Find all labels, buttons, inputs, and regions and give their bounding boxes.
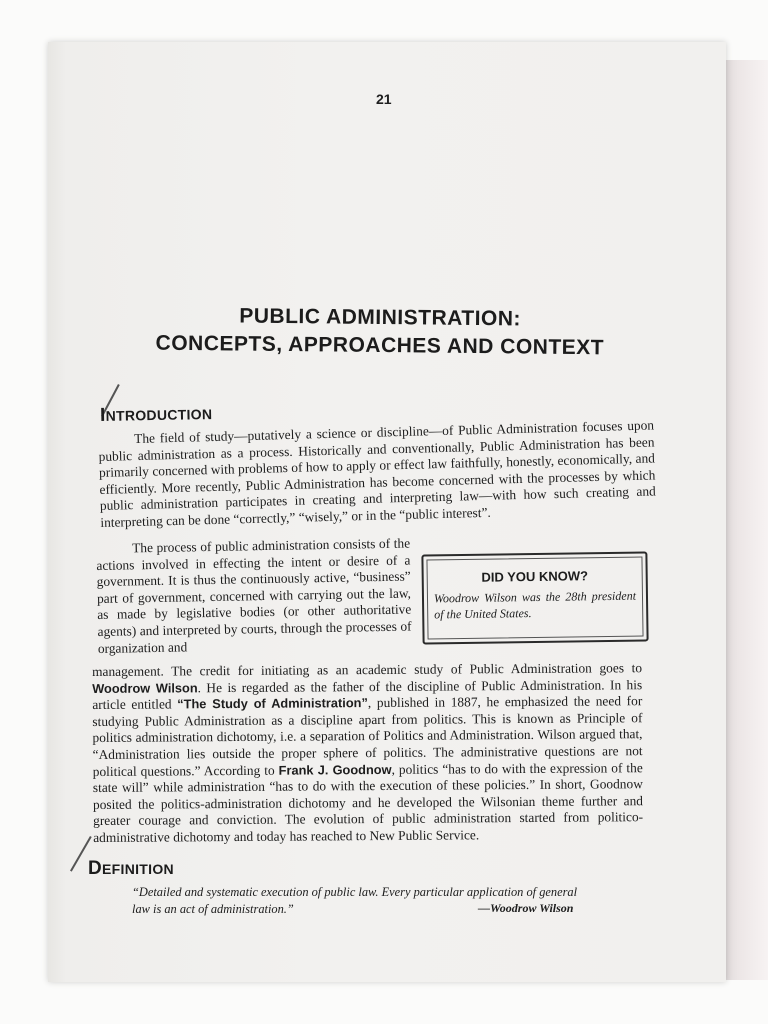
definition-quote: “Detailed and systematic execution of public law. Every particular application of general law is an act of administration.” bbox=[132, 885, 578, 916]
paragraph-2-text-c: , published in 1887, he emphasized the need for studying Public Administration as a discipline apart from politics. This is known as Principle of politics administration dichotomy, i.e. a separation of Politics and Administration. Wilson argued that, “Administration lies outside the proper sphere of politics. The administrative questions are not political questions.” According to bbox=[92, 693, 643, 779]
introduction-paragraph-2-start bbox=[96, 536, 412, 658]
introduction-paragraph-2-continued bbox=[92, 660, 643, 846]
woodrow-wilson-name: Woodrow Wilson bbox=[92, 679, 198, 696]
article-title: “The Study of Administration” bbox=[177, 695, 368, 712]
definition-heading bbox=[88, 858, 174, 880]
paragraph-1-text: The field of study—putatively a science or discipline—of Public Administration focuses upon public administration as a process. Historically and conventionally, Public Administration has been primarily concerned with problems of how to apply or effect law faithfully, honestly, economically, and efficiently. More recently, Public Administration has become concerned with the processes by which public administration participates in creating and interpreting law—with how such creating and interpreting can be done “correctly,” “wisely,” or in the “public interest”. bbox=[98, 417, 656, 530]
definition-heading-initial: D bbox=[88, 858, 103, 879]
chapter-title-line2: CONCEPTS, APPROACHES AND CONTEXT bbox=[155, 331, 605, 360]
definition-heading-rest: EFINITION bbox=[102, 861, 174, 877]
paragraph-2-text-d: , politics “has to do with the expression of the state will” while administration “has to do with the execution of these policies.” In short, Goodnow posited the politics-administration dichotomy and he developed the Wilsonian theme further and greater courage and conviction. The evolution of public administration started from politico-administrative dichotomy and today has reached to New Public Service. bbox=[92, 759, 644, 845]
introduction-heading-rest: NTRODUCTION bbox=[105, 406, 213, 424]
page-number: 21 bbox=[376, 91, 392, 107]
chapter-title bbox=[100, 303, 661, 361]
introduction-heading-initial: I bbox=[99, 404, 106, 426]
definition-quote-author: —Woodrow Wilson bbox=[478, 901, 574, 915]
paragraph-2-side-text: The process of public administration consists of the actions involved in effecting the intent or desire of a government. It is thus the continuously active, “business” part of government, concerned with carrying out the law, as made by legislative bodies (or other authoritative agents) and interpreted by courts, through the processes of organization and bbox=[96, 535, 412, 656]
introduction-paragraph-1 bbox=[98, 417, 656, 531]
did-you-know-title: DID YOU KNOW? bbox=[481, 568, 589, 585]
introduction-heading bbox=[100, 403, 213, 427]
did-you-know-box bbox=[421, 551, 648, 644]
paragraph-2-text-b: . He is regarded as the father of the discipline of Public Administration. In his article entitled bbox=[92, 676, 643, 713]
did-you-know-text: Woodrow Wilson was the 28th president of the United States. bbox=[433, 588, 637, 622]
paragraph-2-text-a: management. The credit for initiating as an academic study of Public Administration goes to bbox=[92, 660, 643, 679]
chapter-title-line1: PUBLIC ADMINISTRATION: bbox=[239, 304, 522, 331]
goodnow-name: Frank J. Goodnow bbox=[278, 761, 392, 778]
